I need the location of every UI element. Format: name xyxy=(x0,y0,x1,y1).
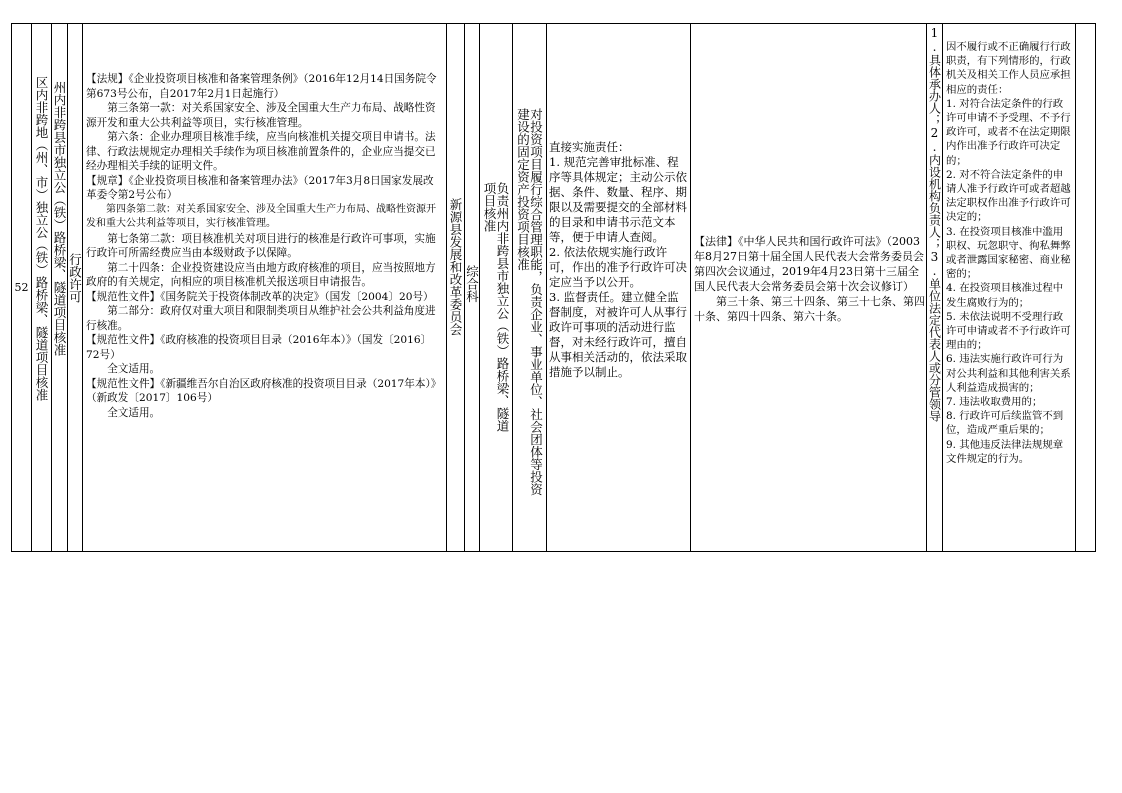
duty-line: 1. 规范完善审批标准、程序等具体规定；主动公示依据、条件、数量、程序、期限以及需要提交的全部材料的目录和申请书示范文本等，便于申请人查阅。 xyxy=(549,155,687,244)
remarks-cell xyxy=(1076,24,1095,551)
basis-line: 【法规】《企业投资项目核准和备案管理条例》（2016年12月14日国务院令第673号公布，自2017年2月1日起施行） xyxy=(86,73,437,100)
case-line: 7. 违法收取费用的； xyxy=(946,396,1043,409)
category-cell xyxy=(68,24,82,551)
duty-line: 2. 依法依规实施行政许可，作出的准予行政许可决定应当予以公开。 xyxy=(549,245,687,289)
basis-line: 【规章】《企业投资项目核准和备案管理办法》（2017年3月8日国家发展改革委令第2号公布） xyxy=(86,174,434,201)
basis-line: 全文适用。 xyxy=(107,406,161,419)
case-line: 4. 在投资项目核准过程中发生腐败行为的； xyxy=(946,282,1064,309)
case-line: 1. 对符合法定条件的行政许可申请不予受理、不予行政许可，或者不在法定期限内作出准予行政许可决定的； xyxy=(946,97,1071,167)
basis-line: 【规范性文件】《政府核准的投资项目目录（2016年本）》（国发〔2016〕72号） xyxy=(86,334,432,361)
col-divider xyxy=(82,23,83,552)
case-line: 9. 其他违反法律法规规章文件规定的行为。 xyxy=(946,438,1064,465)
responsible-subject: 对投资项目履行综合管理职能，负责企业、事业单位、社会团体等投资建设的固定资产投资项目核准 xyxy=(515,108,544,496)
accountability-cases-cell xyxy=(946,40,1073,545)
basis-line: 第三条第一款：对关系国家安全、涉及全国重大生产力布局、战略性资源开发和重大公共利益等项目，实行核准管理。 xyxy=(86,102,436,129)
basis-line: 第七条第二款：项目核准机关对项目进行的核准是行政许可事项，实施行政许可所需经费应当由本级财政予以保障。 xyxy=(86,232,436,259)
col-divider xyxy=(690,23,691,552)
accountability-basis-cell xyxy=(694,234,925,354)
duty-line: 直接实施责任： xyxy=(549,140,630,154)
basis-line: 第二十四条：企业投资建设应当由地方政府核准的项目，应当按照地方政府的有关规定，向相应的项目核准机关报送项目申请报告。 xyxy=(86,261,436,288)
duties-cell xyxy=(549,140,688,440)
basis-line: 全文适用。 xyxy=(107,363,161,375)
basis-line: 【规范性文件】《新疆维吾尔自治区政府核准的投资项目目录（2017年本）》（新政发〔2017〕106号） xyxy=(86,377,442,404)
case-line: 8. 行政许可后续监管不到位，造成严重后果的； xyxy=(946,410,1064,437)
table-border-right xyxy=(1095,23,1096,552)
department-cell xyxy=(447,24,464,551)
responsible-persons: 1.具体承办人；2.内设机构负责人；3.单位法定代表人或分管领导 xyxy=(927,26,942,422)
item-name-cell xyxy=(32,24,51,551)
implementing-unit-cell xyxy=(465,24,479,551)
scope-cell xyxy=(480,24,512,551)
basis-line: 【规范性文件】《国务院关于投资体制改革的决定》（国发〔2004〕20号） xyxy=(86,290,434,303)
col-divider xyxy=(942,23,943,552)
case-line: 因不履行或不正确履行行政职责，有下列情形的，行政机关及相关工作人员应承担相应的责任： xyxy=(946,41,1071,96)
legal-basis-cell xyxy=(86,72,444,542)
implementing-unit: 综合科 xyxy=(465,265,479,303)
scope-text: 负责州内非跨县市独立公（铁）路桥梁、隧道项目核准 xyxy=(482,182,510,432)
category-label: 行政许可 xyxy=(68,252,82,303)
basis-line: 第四条第二款：对关系国家安全、涉及全国重大生产力布局、战略性资源开发和重大公共利益等项目，实行核准管理。 xyxy=(86,203,436,229)
case-line: 3. 在投资项目核准中滥用职权、玩忽职守、徇私舞弊或者泄露国家秘密、商业秘密的； xyxy=(946,225,1071,281)
duty-line: 3. 监督责任。建立健全监督制度，对被许可人从事行政许可事项的活动进行监督，对未经行政许可，擅自从事相关活动的，依法采取措施予以制止。 xyxy=(549,290,687,379)
responsible-subject-cell xyxy=(513,24,546,551)
sub-item-name: 州内非跨县市独立公（铁）路桥梁、隧道项目核准 xyxy=(52,81,67,356)
row-number: 52 xyxy=(14,281,29,294)
accountability-basis-line: 第三十条、第三十四条、第三十七条、第四十条、第四十四条、第六十条。 xyxy=(694,295,925,323)
accountability-basis-line: 【法律】《中华人民共和国行政许可法》（2003年8月27日第十届全国人民代表大会常务委员会第四次会议通过，2019年4月23日第十三届全国人民代表大会常务委员会第十次会议修订） xyxy=(694,235,924,293)
table-border-bottom xyxy=(11,551,1095,552)
col-divider xyxy=(546,23,547,552)
basis-line: 第二部分：政府仅对重大项目和限制类项目从维护社会公共利益角度进行核准。 xyxy=(86,305,436,332)
case-line: 6. 违法实施行政许可行为对公共利益和其他利害关系人利益造成损害的； xyxy=(946,353,1071,394)
department-name: 新源县发展和改革委员会 xyxy=(448,197,463,335)
item-name: 区内非跨地（州、市）独立公（铁）路桥梁、隧道项目核准 xyxy=(34,76,49,401)
sub-item-cell xyxy=(52,24,67,551)
case-line: 5. 未依法说明不受理行政许可申请或者不予行政许可理由的； xyxy=(946,310,1071,352)
basis-line: 第六条：企业办理项目核准手续，应当向核准机关提交项目申请书。法律、行政法规规定办理相关手续作为项目核准前置条件的，企业应当提交已经办理相关手续的证明文件。 xyxy=(86,131,436,172)
case-line: 2. 对不符合法定条件的申请人准予行政许可或者超越法定职权作出准予行政许可决定的； xyxy=(946,168,1071,224)
row-number-cell xyxy=(12,24,31,551)
responsible-persons-cell xyxy=(927,24,942,551)
